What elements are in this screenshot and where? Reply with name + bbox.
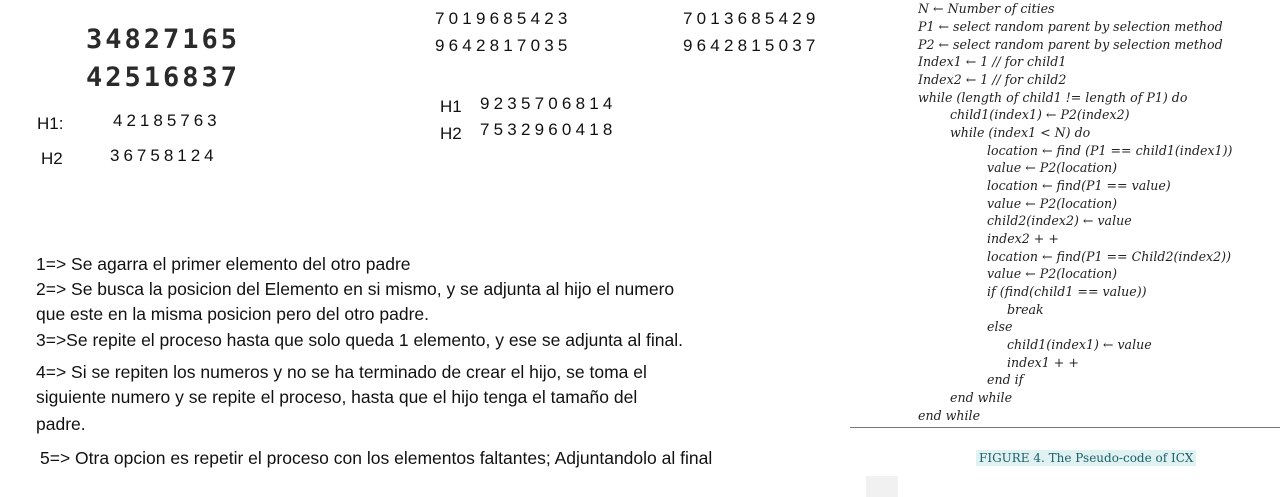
block1-h1-value: 42185763 bbox=[113, 111, 221, 130]
step-5: 5=> Otra opcion es repetir el proceso con los elementos faltantes; Adjuntandolo al final bbox=[40, 448, 713, 468]
code-line: end while bbox=[918, 408, 981, 423]
block2-parent2: 9642817035 bbox=[435, 36, 572, 55]
code-line: location ← find(P1 == value) bbox=[987, 178, 1171, 193]
block2-h2-value: 7532960418 bbox=[480, 120, 617, 139]
code-line: index1 + + bbox=[1007, 355, 1079, 370]
code-line: location ← find (P1 == child1(index1)) bbox=[987, 143, 1233, 158]
block2-h2-label: H2 bbox=[440, 124, 462, 143]
code-line: P1 ← select random parent by selection method bbox=[918, 19, 1223, 34]
step-3: 3=>Se repite el proceso hasta que solo queda 1 elemento, y ese se adjunta al final. bbox=[36, 330, 683, 350]
block2-h1-value: 9235706814 bbox=[480, 94, 617, 113]
code-line: if (find(child1 == value)) bbox=[987, 284, 1147, 299]
code-line: index2 + + bbox=[987, 231, 1059, 246]
code-line: break bbox=[1007, 302, 1044, 317]
code-line: N ← Number of cities bbox=[918, 1, 1055, 16]
block1-h2-value: 36758124 bbox=[110, 146, 218, 165]
step-4-line3: padre. bbox=[36, 414, 86, 434]
step-4-line1: 4=> Si se repiten los numeros y no se ha terminado de crear el hijo, se toma el bbox=[36, 362, 647, 382]
code-line: else bbox=[987, 319, 1013, 334]
block3-parent2: 9642815037 bbox=[683, 36, 820, 55]
code-line: child2(index2) ← value bbox=[987, 213, 1132, 228]
block1-h1-label: H1: bbox=[37, 114, 64, 133]
block2-parent1: 7019685423 bbox=[435, 9, 572, 28]
block1-parent2: 42516837 bbox=[86, 62, 241, 93]
step-4-line2: siguiente numero y se repite el proceso, hasta que el hijo tenga el tamaño del bbox=[36, 387, 638, 407]
figure-divider bbox=[850, 427, 1280, 428]
code-line: while (length of child1 != length of P1) do bbox=[918, 90, 1188, 105]
block2-h1-label: H1 bbox=[440, 97, 462, 116]
code-line: end while bbox=[950, 390, 1013, 405]
code-line: child1(index1) ← value bbox=[1007, 337, 1152, 352]
code-line: value ← P2(location) bbox=[987, 160, 1118, 175]
step-2-line1: 2=> Se busca la posicion del Elemento en si mismo, y se adjunta al hijo el numero bbox=[36, 279, 675, 299]
block3-parent1: 7013685429 bbox=[683, 9, 820, 28]
figure-caption: FIGURE 4. The Pseudo-code of ICX bbox=[976, 450, 1196, 466]
code-line: child1(index1) ← P2(index2) bbox=[950, 107, 1130, 122]
block1-parent1: 34827165 bbox=[86, 24, 241, 55]
pseudocode-figure bbox=[850, 0, 1280, 497]
code-line: end if bbox=[987, 372, 1024, 387]
code-line: Index2 ← 1 // for child2 bbox=[918, 72, 1067, 87]
gray-box bbox=[866, 476, 898, 497]
code-line: Index1 ← 1 // for child1 bbox=[918, 54, 1067, 69]
code-line: value ← P2(location) bbox=[987, 196, 1118, 211]
code-line: P2 ← select random parent by selection method bbox=[918, 37, 1223, 52]
step-2-line2: que este en la misma posicion pero del otro padre. bbox=[36, 304, 430, 324]
code-line: while (index1 < N) do bbox=[950, 125, 1091, 140]
block1-h2-label: H2 bbox=[41, 149, 63, 168]
step-1: 1=> Se agarra el primer elemento del otro padre bbox=[36, 254, 411, 274]
code-line: location ← find(P1 == Child2(index2)) bbox=[987, 249, 1231, 264]
code-line: value ← P2(location) bbox=[987, 266, 1118, 281]
